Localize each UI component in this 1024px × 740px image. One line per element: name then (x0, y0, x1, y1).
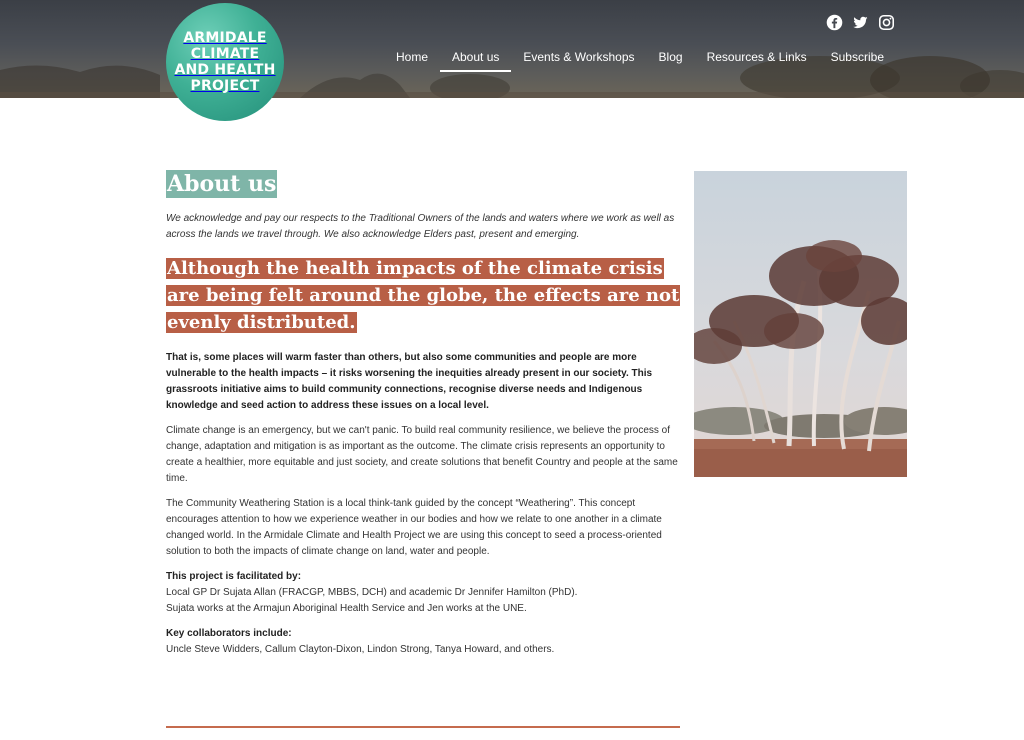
nav-home[interactable]: Home (395, 50, 428, 64)
logo-line-3: AND HEALTH (174, 62, 276, 78)
facilitators-section (166, 569, 680, 617)
nav-blog[interactable]: Blog (658, 50, 683, 64)
facebook-icon[interactable] (826, 14, 843, 31)
collaborators-list: Uncle Steve Widders, Callum Clayton-Dixon, Lindon Strong, Tanya Howard, and others. (166, 644, 555, 655)
collaborators-heading: Key collaborators include: (166, 628, 292, 639)
acknowledgement-of-country: We acknowledge and pay our respects to the Traditional Owners of the lands and waters where we work as well as across the lands we travel through. We also acknowledge Elders past, present and emerging. (166, 213, 675, 240)
lead-paragraph: That is, some places will warm faster than others, but also some communities and people are more vulnerable to the health impacts – it risks worsening the inequities already present in our society. This grassroots initiative aims to build community connections, recognise diverse needs and Indigenous knowledge and seed action to address these issues on a local level. (166, 352, 653, 411)
section-divider (166, 726, 680, 728)
headline-text: Although the health impacts of the climate crisis are being felt around the globe, the effects are not evenly distributed. (167, 258, 680, 333)
page-title: About us (167, 171, 277, 197)
facilitators-heading: This project is facilitated by: (166, 571, 302, 582)
logo-line-4: PROJECT (190, 78, 260, 94)
nav-about-us[interactable]: About us (440, 50, 511, 72)
main-navigation (384, 50, 896, 72)
nav-events-workshops[interactable]: Events & Workshops (523, 50, 635, 64)
main-content (166, 170, 680, 658)
nav-subscribe[interactable]: Subscribe (830, 50, 884, 64)
facilitators-line-2: Sujata works at the Armajun Aboriginal Health Service and Jen works at the UNE. (166, 603, 527, 614)
logo-line-2: CLIMATE (190, 46, 260, 62)
twitter-icon[interactable] (852, 14, 869, 31)
paragraph-weathering-station: The Community Weathering Station is a local think-tank guided by the concept “Weathering”. This concept encourages attention to how we experience weather in our bodies and how we relate to one another in a climate changed world. In the Armidale Climate and Health Project we are using this concept to seed a process-oriented solution to both the impacts of climate change on land, water and people. (166, 498, 662, 557)
logo-line-1: ARMIDALE (183, 30, 267, 46)
paragraph-climate-emergency: Climate change is an emergency, but we can't panic. To build real community resilience, we believe the process of change, adaptation and mitigation is as important as the outcome. The climate crisis represents an opportunity to create a healthier, more equitable and just society, and create solutions that benefit Country and people at the same time. (166, 425, 678, 484)
instagram-icon[interactable] (878, 14, 895, 31)
facilitators-line-1: Local GP Dr Sujata Allan (FRACGP, MBBS, DCH) and academic Dr Jennifer Hamilton (PhD). (166, 587, 578, 598)
nav-resources-links[interactable]: Resources & Links (706, 50, 807, 64)
social-links (826, 14, 895, 31)
site-logo[interactable] (166, 3, 284, 121)
site-header (0, 0, 1024, 98)
collaborators-section (166, 626, 680, 658)
eucalyptus-trees-photo (694, 171, 907, 477)
headline (166, 255, 680, 336)
